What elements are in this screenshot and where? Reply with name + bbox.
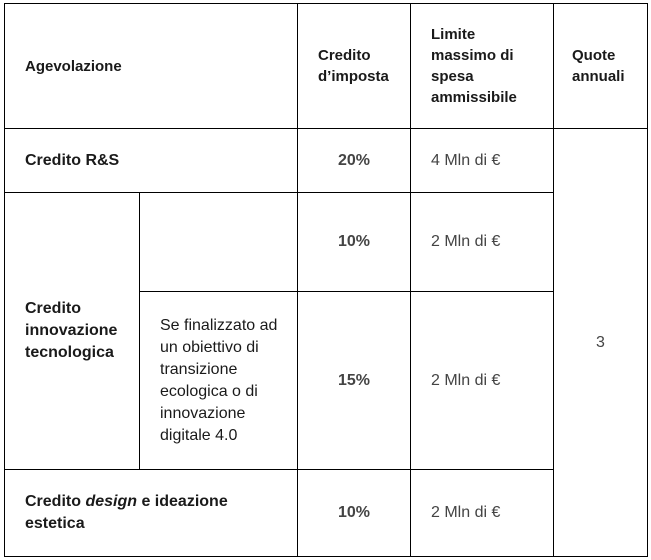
design-limit: 2 Mln di € [411,470,554,557]
innovazione-base-rate: 10% [298,193,411,292]
innovazione-empty-cell [140,193,298,292]
header-limite: Limite massimo di spesa ammissibile [411,4,554,129]
innovazione-condition: Se finalizzato ad un obiettivo di transizione ecologica o di innovazione digitale 4.0 [140,292,298,470]
design-label [5,470,298,557]
quote-value: 3 [554,129,648,557]
design-label-suffix: e ideazione estetica [25,493,228,532]
row-design [5,470,648,557]
header-agevolazione: Agevolazione [5,4,298,129]
design-label-prefix: Credito [25,493,86,510]
rs-rate: 20% [298,129,411,193]
innovazione-label: Credito innovazione tecnologica [5,193,140,470]
innovazione-base-limit: 2 Mln di € [411,193,554,292]
row-innovazione-base [5,193,648,292]
design-rate: 10% [298,470,411,557]
header-row [5,4,648,129]
innovazione-finalized-rate: 15% [298,292,411,470]
agevolazioni-table [4,3,648,557]
header-quote: Quote annuali [554,4,648,129]
rs-label: Credito R&S [5,129,298,193]
design-label-italic: design [85,493,138,510]
rs-limit: 4 Mln di € [411,129,554,193]
text-cursor [647,26,648,42]
row-rs [5,129,648,193]
header-credito: Credito d’imposta [298,4,411,129]
innovazione-finalized-limit: 2 Mln di € [411,292,554,470]
